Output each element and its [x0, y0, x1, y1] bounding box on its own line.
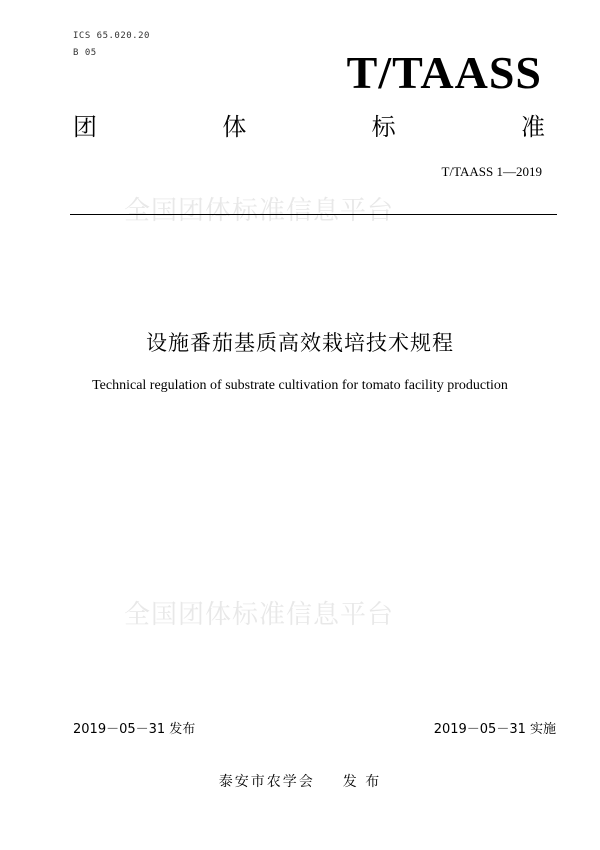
issue-date: 2019－05－31 发布: [73, 722, 196, 737]
category-char-1: 团: [73, 113, 97, 141]
category-char-3: 标: [371, 113, 396, 141]
category-char-4: 准: [520, 113, 545, 141]
publisher-name: 泰安市农学会: [218, 774, 315, 790]
title-english: Technical regulation of substrate cultivation for tomato facility production: [92, 378, 508, 393]
publish-label: 发 布: [342, 774, 382, 790]
category-char-2: 体: [222, 113, 247, 141]
watermark-top: 全国团体标准信息平台: [124, 196, 395, 226]
standard-number: T/TAASS 1—2019: [441, 164, 542, 179]
publisher-line: [0, 771, 600, 791]
ccs-code: B 05: [73, 48, 97, 58]
header-divider: [70, 214, 557, 215]
ics-code: ICS 65.020.20: [73, 31, 150, 41]
implementation-date: 2019－05－31 实施: [433, 722, 556, 737]
watermark-bottom: 全国团体标准信息平台: [124, 600, 395, 630]
title-chinese: 设施番茄基质高效栽培技术规程: [146, 331, 454, 355]
standard-logo: T/TAASS: [346, 47, 542, 98]
standard-category: [73, 115, 545, 139]
